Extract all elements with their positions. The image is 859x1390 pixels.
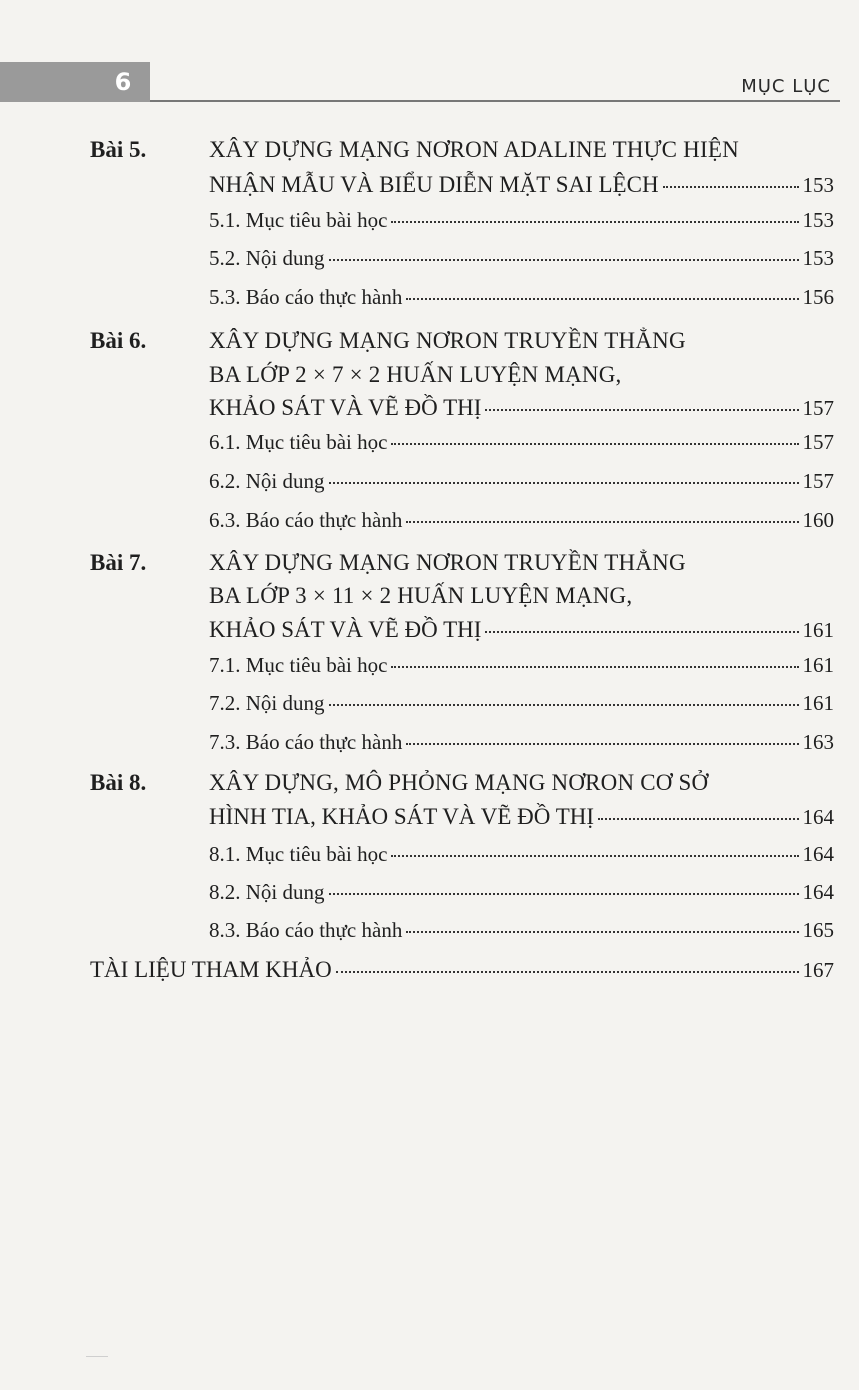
- lesson-title-line: XÂY DỰNG MẠNG NƠRON TRUYỀN THẲNG: [209, 550, 686, 575]
- dot-leader: [663, 186, 799, 188]
- page-ref: 165: [802, 918, 834, 942]
- lesson-title-line: XÂY DỰNG MẠNG NƠRON TRUYỀN THẲNG: [209, 328, 686, 353]
- section-label: 6.2. Nội dung: [209, 469, 325, 493]
- page-ref: 153: [802, 173, 834, 197]
- lesson-title-line: XÂY DỰNG, MÔ PHỎNG MẠNG NƠRON CƠ SỞ: [209, 770, 709, 795]
- toc-entry[interactable]: [209, 430, 834, 455]
- page-ref: 156: [802, 285, 834, 309]
- lesson-label: Bài 6.: [90, 328, 147, 353]
- toc-entry[interactable]: [209, 730, 834, 755]
- page-ref: 153: [802, 208, 834, 232]
- page-ref: 167: [802, 958, 834, 982]
- page-ref: 161: [802, 618, 834, 642]
- dot-leader: [391, 855, 798, 857]
- dot-leader: [329, 893, 799, 895]
- page-ref: 157: [802, 469, 834, 493]
- lesson-title-line: BA LỚP 2 × 7 × 2 HUẤN LUYỆN MẠNG,: [209, 362, 622, 387]
- section-label: 5.3. Báo cáo thực hành: [209, 285, 403, 309]
- lesson-label: Bài 5.: [90, 137, 147, 162]
- section-label: 8.3. Báo cáo thực hành: [209, 918, 403, 942]
- page-mark: [86, 1356, 108, 1357]
- toc-entry[interactable]: [209, 469, 834, 494]
- section-label: 7.3. Báo cáo thực hành: [209, 730, 403, 754]
- section-label: 5.2. Nội dung: [209, 246, 325, 270]
- toc-entry[interactable]: [209, 508, 834, 533]
- dot-leader: [485, 631, 798, 633]
- toc-entry[interactable]: [209, 246, 834, 271]
- toc-entry[interactable]: [209, 804, 834, 830]
- page-ref: 163: [802, 730, 834, 754]
- lesson-title-line: HÌNH TIA, KHẢO SÁT VÀ VẼ ĐỒ THỊ: [209, 804, 595, 829]
- lesson-title-line: XÂY DỰNG MẠNG NƠRON ADALINE THỰC HIỆN: [209, 137, 739, 162]
- lesson-label: Bài 8.: [90, 770, 147, 795]
- page-ref: 164: [802, 842, 834, 866]
- page-ref: 157: [802, 396, 834, 420]
- page-number: 6: [114, 68, 132, 96]
- dot-leader: [336, 971, 799, 973]
- toc-entry[interactable]: [209, 617, 834, 643]
- dot-leader: [406, 743, 798, 745]
- toc-entry[interactable]: [209, 172, 834, 198]
- running-header-title: MỤC LỤC: [741, 76, 831, 97]
- page-ref: 160: [802, 508, 834, 532]
- toc-entry[interactable]: [209, 842, 834, 867]
- dot-leader: [391, 221, 798, 223]
- toc-entry[interactable]: [209, 395, 834, 421]
- page-ref: 153: [802, 246, 834, 270]
- page-ref: 161: [802, 653, 834, 677]
- dot-leader: [485, 409, 798, 411]
- lesson-title-line: BA LỚP 3 × 11 × 2 HUẤN LUYỆN MẠNG,: [209, 583, 633, 608]
- lesson-title-line: KHẢO SÁT VÀ VẼ ĐỒ THỊ: [209, 395, 482, 420]
- toc-entry-references[interactable]: [90, 957, 834, 983]
- dot-leader: [329, 259, 799, 261]
- section-label: 7.1. Mục tiêu bài học: [209, 653, 388, 677]
- section-label: 5.1. Mục tiêu bài học: [209, 208, 388, 232]
- section-label: 8.1. Mục tiêu bài học: [209, 842, 388, 866]
- toc-entry[interactable]: [209, 918, 834, 943]
- section-label: 6.1. Mục tiêu bài học: [209, 430, 388, 454]
- dot-leader: [329, 704, 799, 706]
- toc-entry[interactable]: [209, 653, 834, 678]
- dot-leader: [406, 298, 798, 300]
- toc-entry[interactable]: [209, 880, 834, 905]
- dot-leader: [329, 482, 799, 484]
- toc-entry[interactable]: [209, 691, 834, 716]
- dot-leader: [598, 818, 798, 820]
- toc-entry[interactable]: [209, 285, 834, 310]
- dot-leader: [391, 666, 798, 668]
- lesson-label: Bài 7.: [90, 550, 147, 575]
- lesson-title-line: KHẢO SÁT VÀ VẼ ĐỒ THỊ: [209, 617, 482, 642]
- dot-leader: [391, 443, 798, 445]
- page-ref: 164: [802, 805, 834, 829]
- dot-leader: [406, 521, 798, 523]
- page-ref: 157: [802, 430, 834, 454]
- dot-leader: [406, 931, 798, 933]
- page-ref: 164: [802, 880, 834, 904]
- section-label: 6.3. Báo cáo thực hành: [209, 508, 403, 532]
- section-label: 7.2. Nội dung: [209, 691, 325, 715]
- references-label: TÀI LIỆU THAM KHẢO: [90, 957, 332, 982]
- lesson-title-line: NHẬN MẪU VÀ BIỂU DIỄN MẶT SAI LỆCH: [209, 172, 659, 197]
- section-label: 8.2. Nội dung: [209, 880, 325, 904]
- toc-entry[interactable]: [209, 208, 834, 233]
- page-ref: 161: [802, 691, 834, 715]
